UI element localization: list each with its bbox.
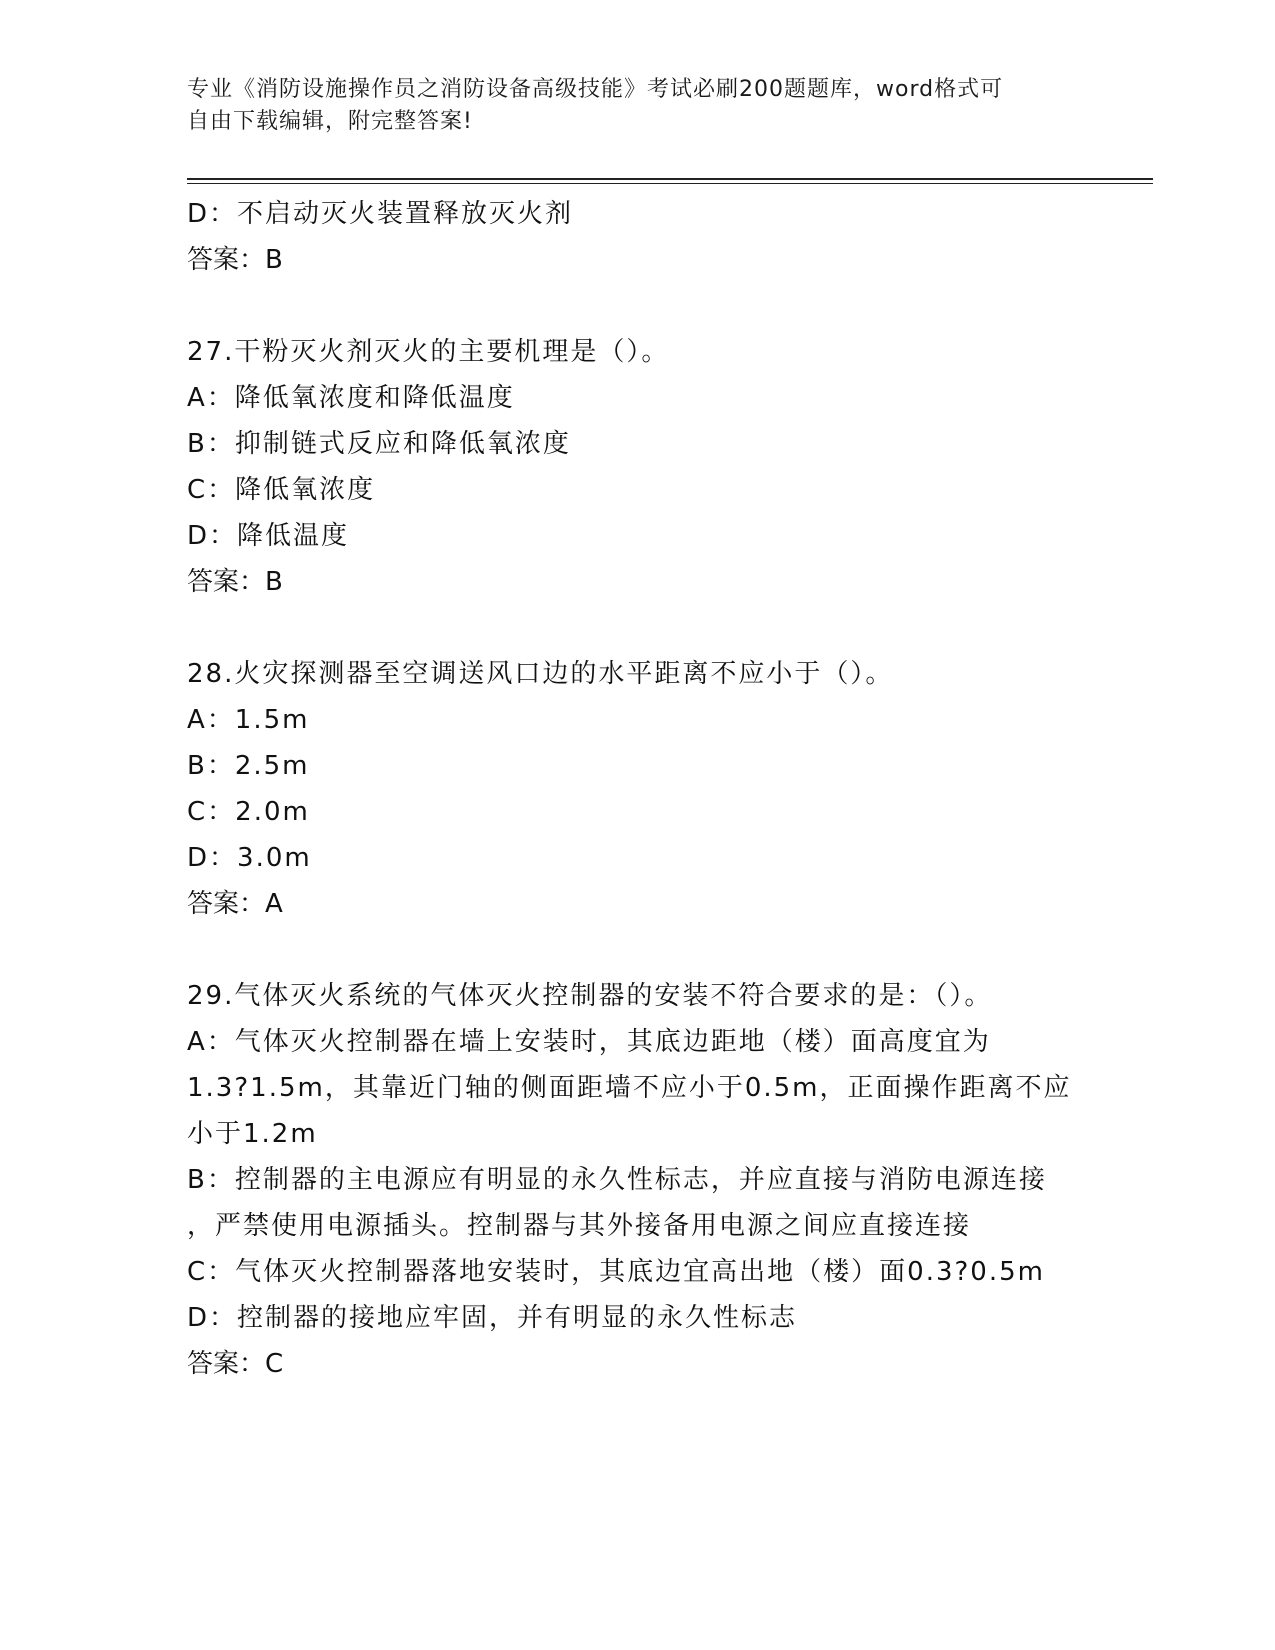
header-rule-thin [187,183,1153,184]
spacer [187,605,1117,651]
question-stem: 27.干粉灭火剂灭火的主要机理是（）。 [187,337,670,367]
question-27 [187,329,1117,605]
option-a: A：1.5m [187,705,310,735]
answer-line: 答案：B [187,245,283,275]
option-d: D：控制器的接地应牢固，并有明显的永久性标志 [187,1303,798,1333]
option-c: C：气体灭火控制器落地安装时，其底边宜高出地（楼）面0.3?0.5m [187,1257,1045,1287]
document-header [187,74,1087,138]
spacer [187,927,1117,973]
option-a-line-3: 小于1.2m [187,1119,318,1149]
spacer [187,283,1117,329]
option-b: B：抑制链式反应和降低氧浓度 [187,429,571,459]
option-d: D：3.0m [187,843,312,873]
option-b: B：2.5m [187,751,310,781]
header-rule-thick [187,178,1153,180]
option-a: A：降低氧浓度和降低温度 [187,383,515,413]
question-28 [187,651,1117,927]
answer-line: 答案：B [187,567,283,597]
option-d: D：不启动灭火装置释放灭火剂 [187,199,574,229]
option-d: D：降低温度 [187,521,350,551]
header-line-1: 专业《消防设施操作员之消防设备高级技能》考试必刷200题题库，word格式可 [187,77,1004,102]
option-c: C：2.0m [187,797,310,827]
answer-line: 答案：A [187,889,283,919]
question-stem: 28.火灾探测器至空调送风口边的水平距离不应小于（）。 [187,659,894,689]
question-29 [187,973,1117,1387]
option-b-line-2: ，严禁使用电源插头。控制器与其外接备用电源之间应直接连接 [187,1211,972,1241]
option-b-line-1: B：控制器的主电源应有明显的永久性标志，并应直接与消防电源连接 [187,1165,1047,1195]
question-26-tail [187,191,1117,283]
document-body [187,191,1117,1387]
answer-line: 答案：C [187,1349,284,1379]
option-c: C：降低氧浓度 [187,475,376,505]
question-stem: 29.气体灭火系统的气体灭火控制器的安装不符合要求的是：（）。 [187,981,993,1011]
option-a-line-2: 1.3?1.5m，其靠近门轴的侧面距墙不应小于0.5m，正面操作距离不应 [187,1073,1072,1103]
header-line-2: 自由下载编辑，附完整答案! [187,109,473,134]
option-a-line-1: A：气体灭火控制器在墙上安装时，其底边距地（楼）面高度宜为 [187,1027,991,1057]
